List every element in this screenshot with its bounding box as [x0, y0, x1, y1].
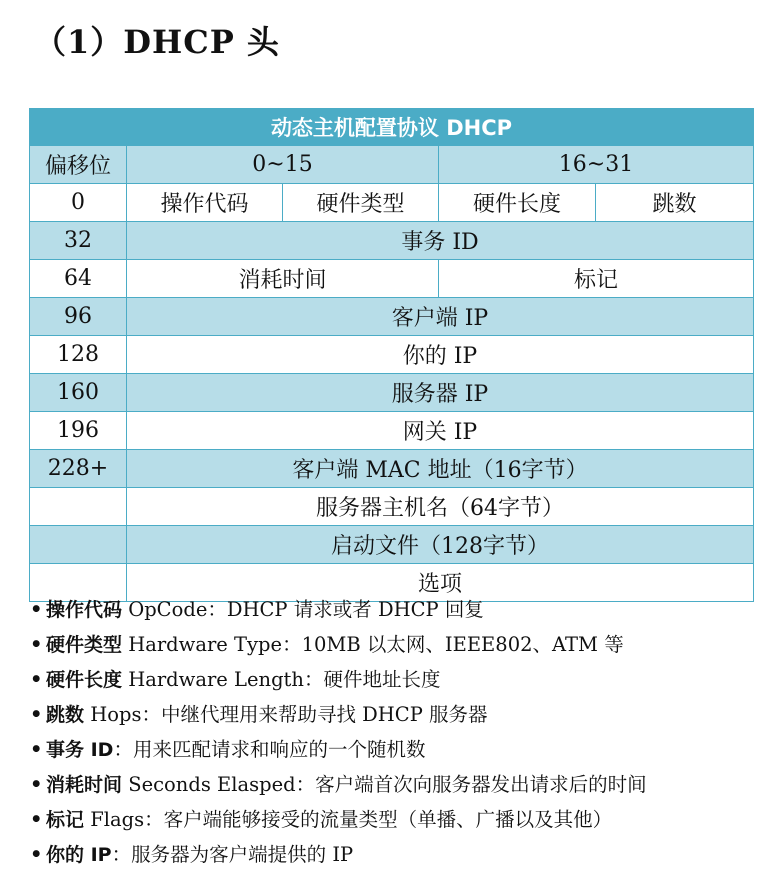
note-term: 操作代码: [46, 599, 123, 621]
note-term: 消耗时间: [46, 774, 123, 796]
list-item: [30, 837, 647, 872]
note-text: ：服务器为客户端提供的 IP: [111, 843, 354, 866]
list-item: [30, 697, 647, 732]
field-hops: 跳数: [596, 184, 754, 222]
bullet-icon: •: [30, 598, 43, 621]
note-text: OpCode：DHCP 请求或者 DHCP 回复: [122, 598, 484, 621]
dhcp-header-table: [29, 108, 754, 602]
note-text: Hops：中继代理用来帮助寻找 DHCP 服务器: [84, 703, 488, 726]
table-row: [30, 298, 754, 336]
bits-0-15-label: 0~15: [127, 146, 439, 184]
row-offset: 32: [30, 222, 127, 260]
field-options: 选项: [127, 564, 754, 602]
note-term: 标记: [46, 809, 85, 831]
table-row: [30, 488, 754, 526]
field-transaction-id: 事务 ID: [127, 222, 754, 260]
note-term: 你的 IP: [46, 844, 112, 866]
list-item: [30, 662, 647, 697]
note-term: 跳数: [46, 704, 85, 726]
field-server-hostname: 服务器主机名（64字节）: [127, 488, 754, 526]
table-row: [30, 374, 754, 412]
table-row: [30, 336, 754, 374]
column-heading-row: [30, 146, 754, 184]
list-item: [30, 802, 647, 837]
row-offset: 160: [30, 374, 127, 412]
row-offset: 96: [30, 298, 127, 336]
row-offset: [30, 488, 127, 526]
table-row: [30, 260, 754, 298]
note-term: 硬件类型: [46, 634, 123, 656]
row-offset: 228+: [30, 450, 127, 488]
note-text: ：用来匹配请求和响应的一个随机数: [113, 738, 426, 761]
field-opcode: 操作代码: [127, 184, 283, 222]
field-client-ip: 客户端 IP: [127, 298, 754, 336]
field-flags: 标记: [439, 260, 754, 298]
table-row: [30, 222, 754, 260]
row-offset: [30, 526, 127, 564]
page-title: （1）DHCP 头: [34, 23, 280, 61]
field-server-ip: 服务器 IP: [127, 374, 754, 412]
row-offset: 128: [30, 336, 127, 374]
row-offset: 64: [30, 260, 127, 298]
field-your-ip: 你的 IP: [127, 336, 754, 374]
field-boot-file: 启动文件（128字节）: [127, 526, 754, 564]
list-item: [30, 592, 647, 627]
note-term: 事务 ID: [46, 739, 114, 761]
note-text: Hardware Length：硬件地址长度: [122, 668, 441, 691]
bullet-icon: •: [30, 843, 43, 866]
field-seconds-elapsed: 消耗时间: [127, 260, 439, 298]
bits-16-31-label: 16~31: [439, 146, 754, 184]
note-text: Seconds Elasped：客户端首次向服务器发出请求后的时间: [122, 773, 647, 796]
row-offset: 0: [30, 184, 127, 222]
field-gateway-ip: 网关 IP: [127, 412, 754, 450]
table-header: 动态主机配置协议 DHCP: [30, 109, 754, 146]
note-text: Hardware Type：10MB 以太网、IEEE802、ATM 等: [122, 633, 624, 656]
table-row: [30, 450, 754, 488]
row-offset: 196: [30, 412, 127, 450]
note-text: Flags：客户端能够接受的流量类型（单播、广播以及其他）: [84, 808, 613, 831]
bullet-icon: •: [30, 703, 43, 726]
bullet-icon: •: [30, 668, 43, 691]
note-term: 硬件长度: [46, 669, 123, 691]
field-hardware-length: 硬件长度: [439, 184, 596, 222]
table-header-row: [30, 109, 754, 146]
list-item: [30, 732, 647, 767]
list-item: [30, 627, 647, 662]
list-item: [30, 767, 647, 802]
bullet-icon: •: [30, 808, 43, 831]
offset-column-label: 偏移位: [30, 146, 127, 184]
table-row: [30, 184, 754, 222]
field-hardware-type: 硬件类型: [283, 184, 439, 222]
table-row: [30, 526, 754, 564]
bullet-icon: •: [30, 773, 43, 796]
table-row: [30, 412, 754, 450]
field-client-mac: 客户端 MAC 地址（16字节）: [127, 450, 754, 488]
field-notes-list: [30, 592, 647, 872]
bullet-icon: •: [30, 633, 43, 656]
bullet-icon: •: [30, 738, 43, 761]
